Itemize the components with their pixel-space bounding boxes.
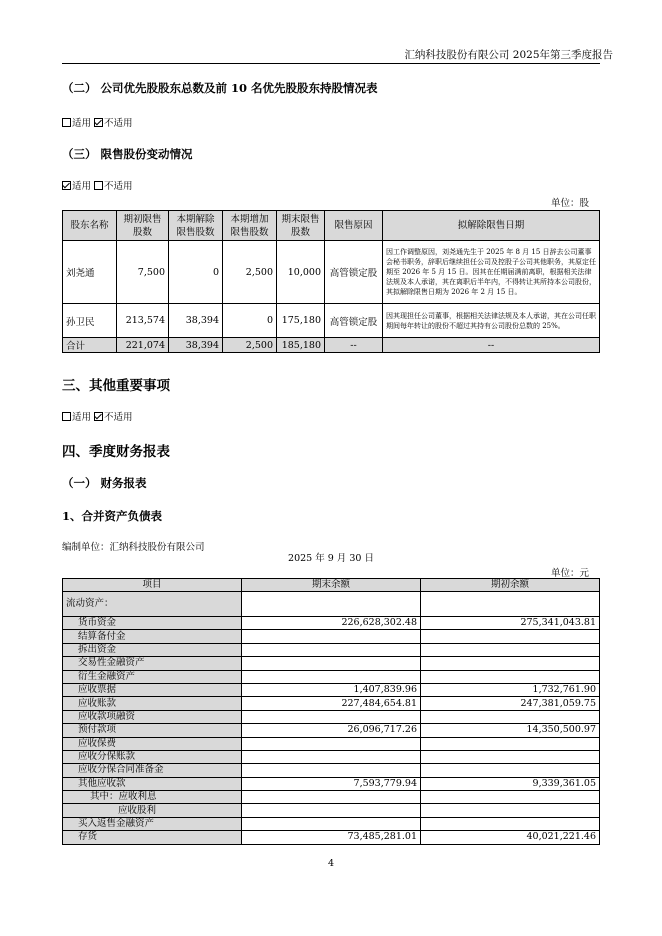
item-label: 流动资产： — [63, 592, 242, 617]
table-row — [63, 304, 600, 338]
begin-balance: 40,021,221.46 — [421, 831, 600, 844]
end-balance — [242, 592, 421, 617]
end-balance: 73,485,281.01 — [242, 831, 421, 844]
table-row — [63, 750, 600, 763]
begin-balance: 247,381,059.75 — [421, 697, 600, 710]
end-balance: 1,407,839.96 — [242, 683, 421, 696]
begin-balance — [421, 670, 600, 683]
table-total-row — [63, 338, 600, 353]
not-applicable-label: 不适用 — [104, 118, 133, 129]
table-row — [63, 817, 600, 830]
col-header: 期初限售股数 — [117, 211, 169, 241]
begin-balance — [421, 791, 600, 804]
restriction-reason: 高管锁定股 — [325, 304, 383, 338]
end-balance — [242, 817, 421, 830]
applicable-checkbox[interactable] — [62, 181, 71, 190]
added-shares: 0 — [223, 304, 277, 338]
end-balance — [242, 657, 421, 670]
item-label: 存货 — [63, 831, 242, 844]
table-row — [63, 241, 600, 304]
added-shares: 2,500 — [223, 338, 277, 353]
begin-balance — [421, 630, 600, 643]
item-label: 结算备付金 — [63, 630, 242, 643]
shareholder-name: 刘尧通 — [63, 241, 117, 304]
begin-balance — [421, 592, 600, 617]
compiler-unit: 编制单位：汇纳科技股份有限公司 — [62, 542, 205, 553]
restricted-shares-table — [62, 210, 600, 353]
end-balance — [242, 643, 421, 656]
page-number: 4 — [327, 858, 335, 869]
end-balance — [242, 791, 421, 804]
end-balance — [242, 670, 421, 683]
end-balance — [242, 804, 421, 817]
not-applicable-checkbox[interactable] — [94, 118, 103, 127]
end-balance — [242, 710, 421, 723]
begin-balance: 1,732,761.90 — [421, 683, 600, 696]
table-row — [63, 697, 600, 710]
balance-unit: 单位：元 — [550, 568, 589, 579]
table-row — [63, 764, 600, 777]
end-balance: 7,593,779.94 — [242, 777, 421, 790]
end-balance — [242, 750, 421, 763]
restriction-reason: 高管锁定股 — [325, 241, 383, 304]
released-shares: 38,394 — [169, 304, 223, 338]
item-label: 衍生金融资产 — [63, 670, 242, 683]
balance-sheet-title: 1、合并资产负债表 — [62, 509, 163, 523]
page-header: 汇纳科技股份有限公司 2025年第三季度报告 — [404, 49, 613, 61]
item-label: 应收款项融资 — [63, 710, 242, 723]
item-label: 应收分保合同准备金 — [63, 764, 242, 777]
applicable-checkbox[interactable] — [62, 412, 71, 421]
col-header: 项目 — [63, 579, 242, 592]
not-applicable-label: 不适用 — [104, 412, 133, 423]
col-header: 本期解除限售股数 — [169, 211, 223, 241]
item-label: 预付款项 — [63, 724, 242, 737]
restricted-shares-title: （三） 限售股份变动情况 — [62, 147, 193, 161]
applicable-label: 适用 — [72, 118, 92, 129]
report-date: 2025 年 9 月 30 日 — [288, 553, 374, 564]
table-row — [63, 737, 600, 750]
col-header: 股东名称 — [63, 211, 117, 241]
table-row — [63, 617, 600, 630]
col-header: 期末限售股数 — [277, 211, 325, 241]
item-label: 应收保费 — [63, 737, 242, 750]
release-date: -- — [383, 338, 600, 353]
not-applicable-checkbox[interactable] — [94, 412, 103, 421]
end-balance — [242, 737, 421, 750]
col-header: 期初余额 — [421, 579, 600, 592]
end-balance: 26,096,717.26 — [242, 724, 421, 737]
financial-statements-title: 四、季度财务报表 — [62, 444, 170, 460]
restriction-reason: -- — [325, 338, 383, 353]
table-row — [63, 710, 600, 723]
table-row — [63, 777, 600, 790]
begin-balance — [421, 750, 600, 763]
table-row — [63, 592, 600, 617]
table-row — [63, 657, 600, 670]
table-row — [63, 670, 600, 683]
applicable-checkbox[interactable] — [62, 118, 71, 127]
applicable-label: 适用 — [72, 181, 92, 192]
header-divider — [62, 63, 600, 64]
preferred-shares-title: （二） 公司优先股股东总数及前 10 名优先股股东持股情况表 — [62, 81, 378, 95]
not-applicable-label: 不适用 — [104, 181, 133, 192]
restricted-shares-options — [62, 178, 133, 192]
begin-balance — [421, 817, 600, 830]
begin-shares: 7,500 — [117, 241, 169, 304]
table-row — [63, 804, 600, 817]
begin-balance: 14,350,500.97 — [421, 724, 600, 737]
item-label: 应收票据 — [63, 683, 242, 696]
item-label: 货币资金 — [63, 617, 242, 630]
other-matters-title: 三、其他重要事项 — [62, 378, 170, 394]
item-label: 买入返售金融资产 — [63, 817, 242, 830]
col-header: 拟解除限售日期 — [383, 211, 600, 241]
preferred-shares-options — [62, 115, 133, 129]
begin-shares: 213,574 — [117, 304, 169, 338]
not-applicable-checkbox[interactable] — [94, 181, 103, 190]
released-shares: 38,394 — [169, 338, 223, 353]
total-label: 合计 — [63, 338, 117, 353]
end-shares: 175,180 — [277, 304, 325, 338]
financial-statements-subtitle: （一） 财务报表 — [62, 476, 147, 490]
table-row — [63, 791, 600, 804]
item-label: 拆出资金 — [63, 643, 242, 656]
col-header: 期末余额 — [242, 579, 421, 592]
end-shares: 10,000 — [277, 241, 325, 304]
begin-shares: 221,074 — [117, 338, 169, 353]
begin-balance — [421, 804, 600, 817]
begin-balance — [421, 710, 600, 723]
release-date: 因工作调整原因，刘尧通先生于 2025 年 8 月 15 日辞去公司董事会秘书职务，辞职后继续担任公司及控股子公司其他职务，其原定任期至 2026 年 5 月 15 日。因其在任期届满前离职，根据相关法律法规及本人承诺，其在离职后半年内，不得转让其所持本公司股份，其拟解除限售日期为 2026 年 2 月 15 日。 — [383, 241, 600, 304]
end-balance: 226,628,302.48 — [242, 617, 421, 630]
table-row — [63, 724, 600, 737]
begin-balance: 9,339,361.05 — [421, 777, 600, 790]
end-balance: 227,484,654.81 — [242, 697, 421, 710]
table-row — [63, 643, 600, 656]
other-matters-options — [62, 409, 133, 423]
begin-balance: 275,341,043.81 — [421, 617, 600, 630]
col-header: 限售原因 — [325, 211, 383, 241]
item-label: 应收账款 — [63, 697, 242, 710]
begin-balance — [421, 643, 600, 656]
added-shares: 2,500 — [223, 241, 277, 304]
table-row — [63, 630, 600, 643]
item-label: 应收股利 — [63, 804, 242, 817]
begin-balance — [421, 764, 600, 777]
table-row — [63, 831, 600, 844]
applicable-label: 适用 — [72, 412, 92, 423]
end-balance — [242, 630, 421, 643]
begin-balance — [421, 657, 600, 670]
end-shares: 185,180 — [277, 338, 325, 353]
restricted-unit: 单位：股 — [550, 198, 589, 209]
item-label: 其中：应收利息 — [63, 791, 242, 804]
end-balance — [242, 764, 421, 777]
col-header: 本期增加限售股数 — [223, 211, 277, 241]
begin-balance — [421, 737, 600, 750]
item-label: 其他应收款 — [63, 777, 242, 790]
item-label: 交易性金融资产 — [63, 657, 242, 670]
table-row — [63, 683, 600, 696]
released-shares: 0 — [169, 241, 223, 304]
release-date: 因其现担任公司董事，根据相关法律法规及本人承诺，其在公司任职期间每年转让的股份不超过其持有公司股份总数的 25%。 — [383, 304, 600, 338]
balance-sheet-table — [62, 578, 600, 845]
item-label: 应收分保账款 — [63, 750, 242, 763]
shareholder-name: 孙卫民 — [63, 304, 117, 338]
